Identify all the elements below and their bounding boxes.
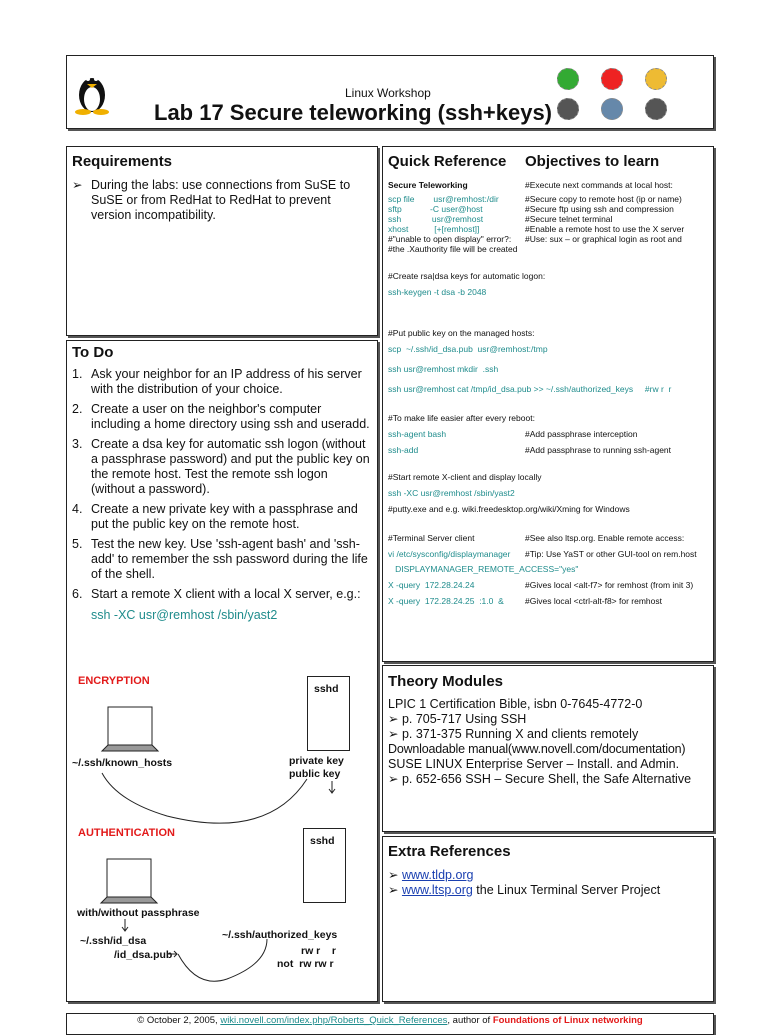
- requirements-box: Requirements ➢ During the labs: use connections from SuSE to SuSE or from RedHat to RedHat to prevent version incompatibility.: [66, 146, 378, 336]
- command: Secure Teleworking: [388, 180, 468, 190]
- command: #To make life easier after every reboot:: [388, 413, 535, 423]
- known-hosts-label: ~/.ssh/known_hosts: [72, 757, 173, 769]
- command: ssh-agent bash: [388, 429, 447, 439]
- comment: #Execute next commands at local host:: [525, 180, 673, 190]
- extra-references-box: Extra References ➢ www.tldp.org ➢ www.ltsp.org the Linux Terminal Server Project: [382, 836, 714, 1002]
- private-key-label: private key: [289, 755, 344, 767]
- todo-box: To Do 1. Ask your neighbor for an IP address of his server with the distribution of your choice. 2. Create a user on the neighbor's computer including a home directory using ssh and useradd. 3. Create a dsa key for automatic ssh logon (without a passphrase password) and put the public key on the remote host. Test the remote ssh logon (without a password). 4. Create a new private key with a passphrase and put the public key on the remote host. 5. Test the new key. Use 'ssh-agent bash' and 'ssh-add' to remember the ssh password during the life of the shell. 6. Start a remote X client with a local X server, e.g.: ssh -XC usr@remhost /sbin/yast2 ENCRYPTION sshd ~/.ssh/known_hosts private key public key AUTHENTICATION sshd with/without passphrase ~/.ssh/id_dsa /id_dsa.pub ~/.ssh/authorized_keys rw r r not rw rw r: [66, 340, 378, 1002]
- requirement-item: During the labs: use connections from SuSE to SuSE or from RedHat to RedHat to prevent version incompatibility.: [91, 178, 351, 222]
- requirements-title: Requirements: [72, 153, 173, 170]
- command: DISPLAYMANAGER_REMOTE_ACCESS="yes": [388, 564, 579, 574]
- todo-item: Create a user on the neighbor's computer including a home directory using ssh and useradd.: [91, 402, 370, 431]
- theory-link-line[interactable]: Downloadable manual(www.novell.com/documentation): [388, 742, 686, 756]
- todo-item: Ask your neighbor for an IP address of his server with the distribution of your choice.: [91, 367, 362, 396]
- header-subtitle: Linux Workshop: [345, 86, 431, 100]
- command: X -query 172.28.24.25 :1.0 &: [388, 596, 504, 606]
- command: xhost [+[remhost]]: [388, 224, 480, 234]
- comment: #Enable a remote host to use the X server: [525, 224, 685, 234]
- todo-title: To Do: [72, 344, 114, 361]
- theory-line: ➢ p. 652-656 SSH – Secure Shell, the Safe Alternative: [388, 772, 692, 786]
- permissions-label-2: not rw rw r: [277, 958, 334, 970]
- header-box: [66, 55, 714, 129]
- command: X -query 172.28.24.24: [388, 580, 475, 590]
- tux-logo-icon: [72, 69, 112, 115]
- encryption-arrow-icon: [67, 771, 377, 831]
- theory-box: [382, 665, 714, 832]
- comment: #Add passphrase to running ssh-agent: [525, 445, 672, 455]
- command: scp file usr@remhost:/dir: [388, 194, 499, 204]
- quick-reference-title: Quick Reference: [388, 153, 507, 170]
- authorized-keys-label: ~/.ssh/authorized_keys: [222, 929, 338, 941]
- command: #Create rsa|dsa keys for automatic logon:: [388, 271, 546, 281]
- command: #Start remote X-client and display locally: [388, 472, 542, 482]
- public-key-label: public key: [289, 768, 341, 780]
- todo-item: Create a new private key with a passphrase and put the public key on the remote host.: [91, 502, 358, 531]
- quick-reference-lines: [388, 147, 710, 657]
- theory-line: SUSE LINUX Enterprise Server – Install. and Admin.: [388, 757, 680, 771]
- encryption-label: ENCRYPTION: [78, 675, 150, 687]
- todo-item: Test the new key. Use 'ssh-agent bash' and 'ssh-add' to remember the ssh password during the life of the shell.: [91, 537, 368, 581]
- comment: #Add passphrase interception: [525, 429, 638, 439]
- ltsp-description: the Linux Terminal Server Project: [472, 883, 661, 897]
- comment: #Gives local <alt-f7> for remhost (from init 3): [525, 580, 694, 590]
- command: ssh-add: [388, 445, 419, 455]
- command: ssh usr@remhost: [388, 214, 484, 224]
- opensuse-logo-icon: [557, 68, 579, 90]
- footer-copyright: © October 2, 2005,: [137, 1015, 221, 1026]
- command: #putty.exe and e.g. wiki.freedesktop.org/wiki/Xming for Windows: [388, 504, 630, 514]
- comment: #Tip: Use YaST or other GUI-tool on rem.host: [525, 549, 697, 559]
- command: #"unable to open display" error?:: [388, 234, 512, 244]
- quick-reference-box: [382, 146, 714, 662]
- sshd-server-box: [307, 676, 350, 751]
- tux-badge-icon: [601, 98, 623, 120]
- footer-box: [66, 1013, 714, 1035]
- id-dsa-pub-label: /id_dsa.pub: [114, 949, 173, 961]
- comment: #Secure copy to remote host (ip or name): [525, 194, 682, 204]
- gnu-logo-icon: [645, 68, 667, 90]
- permissions-label: rw r r: [301, 945, 337, 957]
- comment: #Gives local <ctrl-alt-f8> for remhost: [525, 596, 662, 606]
- todo-item: Create a dsa key for automatic ssh logon (without a passphrase password) and put the public key on the remote host. Test the remote ssh logon (without a password).: [91, 437, 370, 496]
- comment: #Secure ftp using ssh and compression: [525, 204, 674, 214]
- footer-book-title: Foundations of Linux networking: [492, 1015, 643, 1026]
- laptop-icon: [99, 857, 161, 907]
- novell-logo-icon: [601, 68, 623, 90]
- objectives-title: Objectives to learn: [525, 153, 660, 170]
- theory-line: ➢ p. 371-375 Running X and clients remotely: [388, 727, 639, 741]
- comment: #Secure telnet terminal: [525, 214, 613, 224]
- command: ssh-keygen -t dsa -b 2048: [388, 287, 487, 297]
- terminal-logo-icon: [645, 98, 667, 120]
- todo-example-command: ssh -XC usr@remhost /sbin/yast2: [91, 608, 278, 622]
- sshd-label: sshd: [310, 835, 335, 847]
- laptop-icon: [100, 705, 162, 755]
- comment: #See also ltsp.org. Enable remote access:: [525, 533, 685, 543]
- theory-title: Theory Modules: [388, 673, 504, 690]
- command: ssh usr@remhost mkdir .ssh: [388, 364, 499, 374]
- command: #Put public key on the managed hosts:: [388, 328, 535, 338]
- tldp-link[interactable]: www.tldp.org: [401, 868, 474, 882]
- comment: #Use: sux – or graphical login as root and: [525, 234, 682, 244]
- theory-line: ➢ p. 705-717 Using SSH: [388, 712, 527, 726]
- command: ssh usr@remhost cat /tmp/id_dsa.pub >> ~/.ssh/authorized_keys #rw r r: [388, 384, 672, 394]
- command: #the .Xauthority file will be created: [388, 244, 518, 254]
- app-logo-icon: [557, 98, 579, 120]
- ltsp-link[interactable]: www.ltsp.org: [401, 883, 473, 897]
- todo-item: Start a remote X client with a local X server, e.g.:: [91, 587, 361, 601]
- command: ssh -XC usr@remhost /sbin/yast2: [388, 488, 515, 498]
- command: #Terminal Server client: [388, 533, 475, 543]
- theory-line: LPIC 1 Certification Bible, isbn 0-7645-4772-0: [388, 697, 643, 711]
- extra-references-title: Extra References: [388, 843, 511, 860]
- command: sftp -C user@host: [388, 204, 483, 214]
- footer-link[interactable]: wiki.novell.com/index.php/Roberts_Quick_References: [220, 1015, 448, 1026]
- authentication-arrow-icon: [67, 919, 377, 989]
- authentication-label: AUTHENTICATION: [78, 827, 175, 839]
- id-dsa-label: ~/.ssh/id_dsa: [80, 935, 147, 947]
- footer-text: , author of: [447, 1015, 493, 1026]
- page-title: Lab 17 Secure teleworking (ssh+keys): [154, 100, 553, 125]
- passphrase-label: with/without passphrase: [77, 907, 200, 919]
- sshd-label: sshd: [314, 683, 339, 695]
- command: vi /etc/sysconfig/displaymanager: [388, 549, 511, 559]
- command: scp ~/.ssh/id_dsa.pub usr@remhost:/tmp: [388, 344, 548, 354]
- sshd-server-box-2: [303, 828, 346, 903]
